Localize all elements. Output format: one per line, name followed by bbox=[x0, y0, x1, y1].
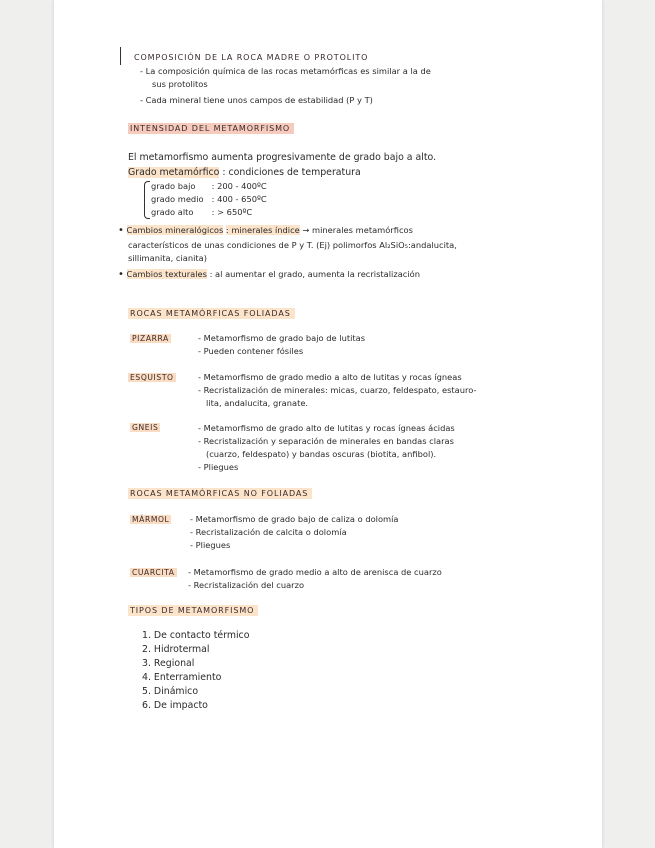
grado-row bbox=[151, 181, 267, 192]
section-title-intensidad: INTENSIDAD DEL METAMORFISMO bbox=[128, 123, 294, 134]
cambios-mineralogicos-label: Cambios mineralógicos bbox=[126, 225, 224, 235]
section-title-foliadas: ROCAS METAMÓRFICAS FOLIADAS bbox=[128, 308, 295, 319]
s1-line-1: - La composición química de las rocas metamórficas es similar a la de bbox=[140, 66, 431, 76]
grado-medio-value: : 400 - 650ºC bbox=[211, 194, 267, 204]
term-cuarcita: CUARCITA bbox=[132, 568, 175, 577]
esquisto-line: - Metamorfismo de grado medio a alto de lutitas y rocas ígneas bbox=[198, 372, 462, 382]
marmol-line: - Metamorfismo de grado bajo de caliza o dolomía bbox=[190, 514, 399, 524]
cambios-texturales-line bbox=[118, 269, 420, 280]
esquisto-line: - Recristalización de minerales: micas, cuarzo, feldespato, estauro- bbox=[198, 385, 477, 395]
term-pizarra: PIZARRA bbox=[132, 334, 169, 343]
cambios-mineralogicos-line bbox=[118, 225, 413, 236]
handwritten-notes bbox=[54, 0, 602, 848]
tipo-item: 1. De contacto térmico bbox=[142, 630, 250, 641]
minerales-indice-label: : minerales índice bbox=[225, 225, 300, 235]
s2-intro: El metamorfismo aumenta progresivamente de grado bajo a alto. bbox=[128, 152, 437, 163]
tipo-item: 2. Hidrotermal bbox=[142, 644, 210, 655]
grado-bajo-value: : 200 - 400ºC bbox=[211, 181, 267, 191]
term-esquisto: ESQUISTO bbox=[130, 373, 174, 382]
pizarra-line: - Pueden contener fósiles bbox=[198, 346, 304, 356]
arrow-text: → minerales metamórficos bbox=[302, 225, 413, 235]
cambios-texturales-label: Cambios texturales bbox=[126, 269, 207, 279]
s1-line-2: - Cada mineral tiene unos campos de estabilidad (P y T) bbox=[140, 95, 373, 105]
section-title-tipos: TIPOS DE METAMORFISMO bbox=[128, 605, 258, 616]
grado-alto-value: : > 650ºC bbox=[211, 207, 253, 217]
tipo-item: 5. Dinámico bbox=[142, 686, 199, 697]
gneis-line: (cuarzo, feldespato) y bandas oscuras (biotita, anfibol). bbox=[206, 449, 437, 459]
bullet: • bbox=[118, 269, 124, 280]
grado-metamorfico-text: : condiciones de temperatura bbox=[222, 167, 361, 178]
esquisto-line: lita, andalucita, granate. bbox=[206, 398, 309, 408]
cuarcita-line: - Metamorfismo de grado medio a alto de arenisca de cuarzo bbox=[188, 567, 442, 577]
bullet: • bbox=[118, 225, 124, 236]
section-title-no-foliadas: ROCAS METAMÓRFICAS NO FOLIADAS bbox=[128, 488, 312, 499]
grado-bajo-label: grado bajo bbox=[151, 181, 196, 191]
grado-row bbox=[151, 194, 267, 205]
cambios-mineralogicos-line-2: característicos de unas condiciones de P y T. (Ej) polimorfos Al₂SiO₅:andalucita, bbox=[128, 240, 457, 250]
tipo-item: 6. De impacto bbox=[142, 700, 208, 711]
marmol-line: - Recristalización de calcita o dolomía bbox=[190, 527, 347, 537]
tipo-item: 4. Enterramiento bbox=[142, 672, 222, 683]
grado-bracket bbox=[144, 181, 150, 219]
paper-page bbox=[54, 0, 602, 848]
pizarra-line: - Metamorfismo de grado bajo de lutitas bbox=[198, 333, 366, 343]
term-marmol: MÁRMOL bbox=[132, 515, 170, 524]
gneis-line: - Metamorfismo de grado alto de lutitas y rocas ígneas ácidas bbox=[198, 423, 455, 433]
s1-line-1b: sus protolitos bbox=[152, 79, 208, 89]
marmol-line: - Pliegues bbox=[190, 540, 231, 550]
tipo-item: 3. Regional bbox=[142, 658, 195, 669]
margin-mark bbox=[120, 47, 121, 65]
grado-alto-label: grado alto bbox=[151, 207, 194, 217]
cuarcita-line: - Recristalización del cuarzo bbox=[188, 580, 305, 590]
gneis-line: - Recristalización y separación de minerales en bandas claras bbox=[198, 436, 454, 446]
gneis-line: - Pliegues bbox=[198, 462, 239, 472]
s2-grado-line bbox=[128, 166, 361, 179]
section-title-protolito: COMPOSICIÓN DE LA ROCA MADRE O PROTOLITO bbox=[134, 53, 369, 62]
grado-metamorfico-label: Grado metamórfico bbox=[128, 167, 220, 178]
grado-medio-label: grado medio bbox=[151, 194, 204, 204]
cambios-texturales-text: : al aumentar el grado, aumenta la recristalización bbox=[209, 269, 420, 279]
cambios-mineralogicos-line-3: sillimanita, cianita) bbox=[128, 253, 207, 263]
grado-row bbox=[151, 207, 252, 218]
term-gneis: GNEIS bbox=[132, 423, 159, 432]
